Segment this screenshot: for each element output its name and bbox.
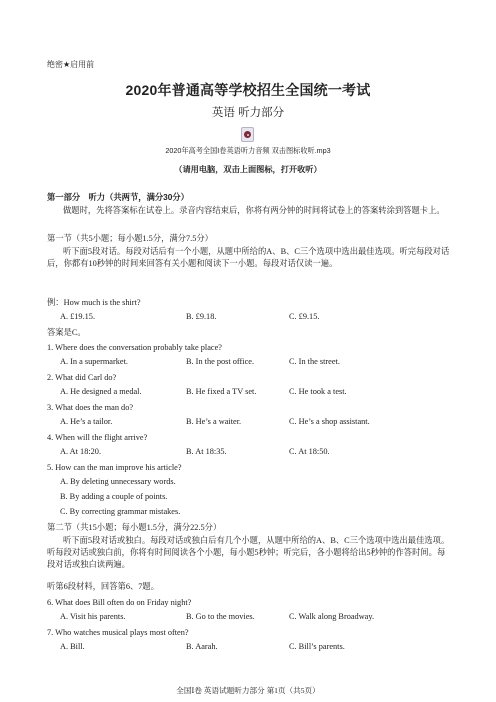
q1-option-a: A. In a supermarket. <box>60 357 128 366</box>
q3-option-b: B. He’s a waiter. <box>186 417 242 426</box>
question-3: 3. What does the man do? <box>47 403 134 412</box>
question-4: 4. When will the flight arrive? <box>47 433 148 442</box>
example-option-b: B. £9.18. <box>186 312 217 321</box>
q3-option-a: A. He’s a tailor. <box>60 417 113 426</box>
part1-intro: 做题时，先将答案标在试卷上。录音内容结束后，你将有两分钟的时间将试卷上的答案转涂到答题卡上。 <box>63 206 445 215</box>
q1-option-b: B. In the post office. <box>186 357 255 366</box>
exam-subtitle: 英语 听力部分 <box>211 107 285 119</box>
q7-option-b: B. Aarah. <box>186 642 218 651</box>
q6-option-c: C. Walk along Broadway. <box>289 612 375 621</box>
q4-option-a: A. At 18:20. <box>60 447 102 456</box>
audio-file-icon[interactable] <box>241 127 254 142</box>
example-answer: 答案是C。 <box>47 328 86 337</box>
q4-option-b: B. At 18:35. <box>186 447 227 456</box>
q7-option-a: A. Bill. <box>60 642 85 651</box>
section2-heading: 第二节（共15小题；每小题1.5分，满分22.5分） <box>47 523 222 532</box>
q6-option-b: B. Go to the movies. <box>186 612 255 621</box>
question-5: 5. How can the man improve his article? <box>47 463 182 472</box>
example-question: 例：How much is the shirt? <box>47 298 141 307</box>
q5-option-b: B. By adding a couple of points. <box>60 492 168 501</box>
q6-option-a: A. Visit his parents. <box>60 612 126 621</box>
question-2: 2. What did Carl do? <box>47 373 117 382</box>
secret-label: 绝密★启用前 <box>47 60 95 69</box>
q4-option-c: C. At 18:50. <box>289 447 330 456</box>
page-footer: 全国Ⅰ卷 英语试题听力部分 第1页（共5页） <box>176 686 320 695</box>
audio-file-label[interactable]: 2020年高考全国I卷英语听力音频 双击图标收听.mp3 <box>165 146 331 155</box>
q2-option-b: B. He fixed a TV set. <box>186 387 257 396</box>
section1-heading: 第一节（共5小题；每小题1.5分，满分7.5分） <box>47 234 213 243</box>
q5-option-a: A. By deleting unnecessary words. <box>60 477 176 486</box>
q2-option-c: C. He took a test. <box>289 387 347 396</box>
section2-intro: 听下面5段对话或独白。每段对话或独白后有几个小题，从题中所给的A、B、C三个选项中选出最佳选项。听每段对话或独白前，你将有时间阅读各个小题，每小题5秒钟；听完后，各小题将给出5秒钟的作答时间。每段对话或独白读两遍。 <box>47 536 450 569</box>
question-7: 7. Who watches musical plays most often? <box>47 628 189 637</box>
section1-intro: 听下面5段对话。每段对话后有一个小题，从题中所给的A、B、C三个选项中选出最佳选项。听完每段对话后，你都有10秒钟的时间来回答有关小题和阅读下一小题。每段对话仅读一遍。 <box>47 247 450 268</box>
q5-option-c: C. By correcting grammar mistakes. <box>60 507 181 516</box>
exam-title: 2020年普通高等学校招生全国统一考试 <box>125 82 371 98</box>
q7-option-c: C. Bill’s parents. <box>289 642 345 651</box>
q2-option-a: A. He designed a medal. <box>60 387 142 396</box>
q3-option-c: C. He’s a shop assistant. <box>289 417 370 426</box>
material-6-label: 听第6段材料，回答第6、7题。 <box>47 582 160 591</box>
audio-instruction: （请用电脑，双击上面图标，打开收听） <box>174 165 322 174</box>
part1-heading: 第一部分 听力（共两节，满分30分） <box>47 192 189 202</box>
example-option-a: A. £19.15. <box>60 312 96 321</box>
question-6: 6. What does Bill often do on Friday night? <box>47 598 192 607</box>
question-1: 1. Where does the conversation probably take place? <box>47 343 222 352</box>
q1-option-c: C. In the street. <box>289 357 340 366</box>
example-option-c: C. £9.15. <box>289 312 320 321</box>
